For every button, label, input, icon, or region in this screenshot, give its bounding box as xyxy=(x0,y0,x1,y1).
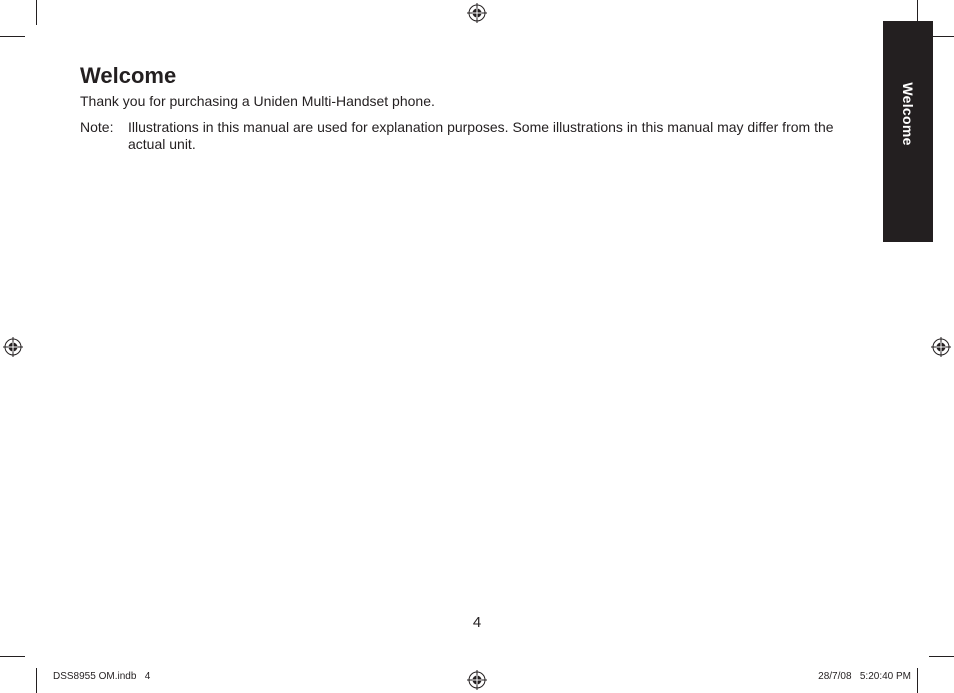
registration-mark-icon xyxy=(3,337,23,357)
crop-mark-top-left-vertical xyxy=(36,0,37,25)
crop-mark-bottom-right-horizontal xyxy=(929,656,954,657)
registration-mark-icon xyxy=(467,3,487,23)
note-block xyxy=(80,119,850,153)
crop-mark-bottom-left-vertical xyxy=(36,668,37,693)
intro-paragraph: Thank you for purchasing a Uniden Multi-Handset phone. xyxy=(80,93,435,109)
registration-mark-icon xyxy=(931,337,951,357)
print-slug-timestamp: 28/7/08 5:20:40 PM xyxy=(818,671,911,682)
crop-mark-bottom-left-horizontal xyxy=(0,656,25,657)
print-slug-file: DSS8955 OM.indb 4 xyxy=(53,671,151,682)
section-side-tab-label: Welcome xyxy=(900,82,916,146)
note-text: Illustrations in this manual are used for explanation purposes. Some illustrations in this manual may differ from the actual unit. xyxy=(128,119,834,152)
section-side-tab xyxy=(883,21,933,242)
crop-mark-top-left-horizontal xyxy=(0,36,25,37)
note-label: Note: xyxy=(80,119,114,135)
page-title: Welcome xyxy=(80,63,177,88)
page-number: 4 xyxy=(472,614,482,631)
registration-mark-icon xyxy=(467,670,487,690)
crop-mark-bottom-right-vertical xyxy=(917,668,918,693)
